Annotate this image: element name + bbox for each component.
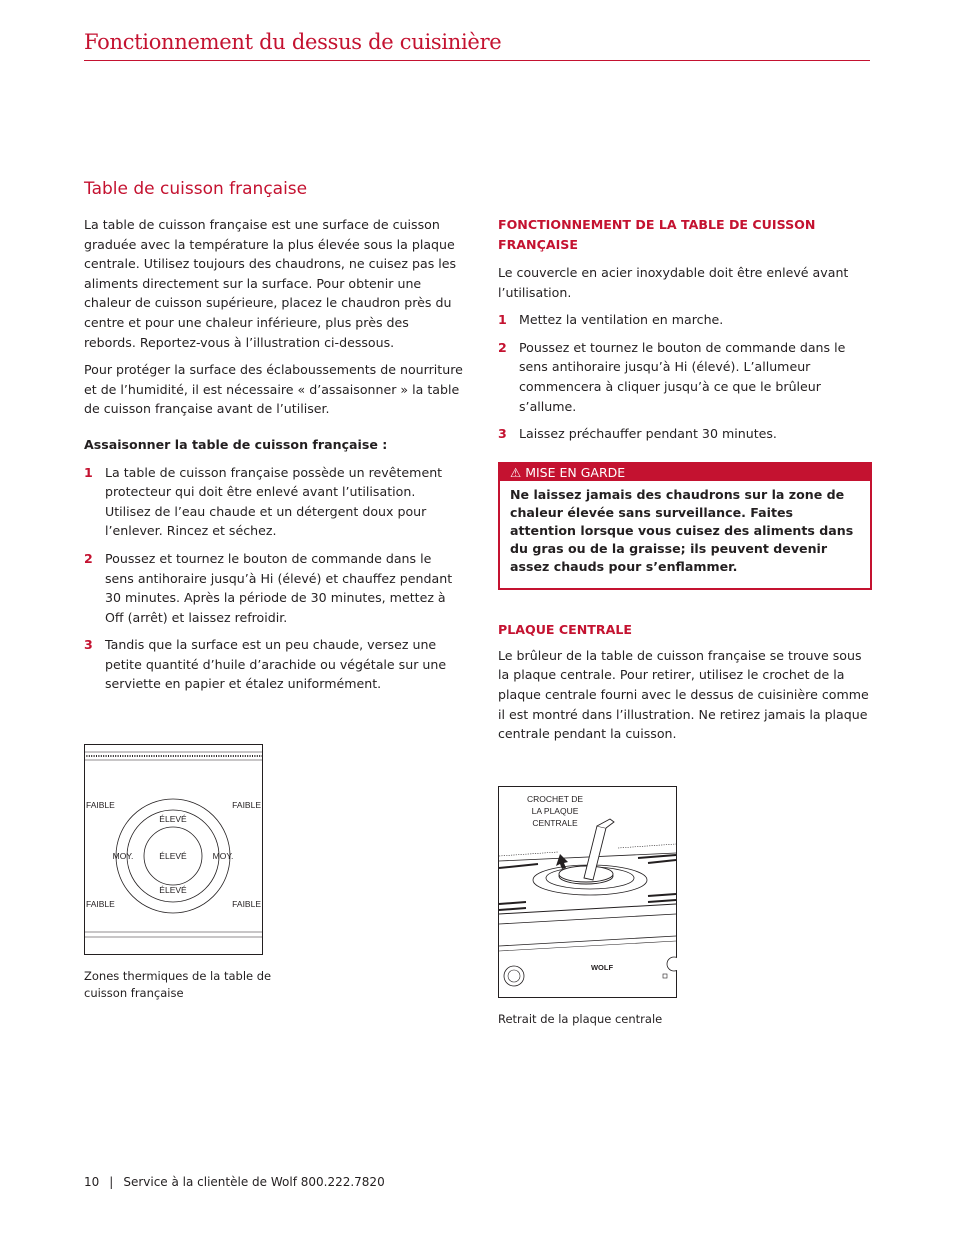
step-text: Poussez et tournez le bouton de commande dans le sens antihoraire jusqu’à Hi (élevé). L’allumeur commencera à cliquer jusqu’à ce que le brûleur s’allume. xyxy=(519,339,846,414)
footer-separator: | xyxy=(109,1175,114,1189)
season-step xyxy=(84,463,464,541)
step-text: Tandis que la surface est un peu chaude, versez une petite quantité d’huile d’arachide ou végétale sur une serviette en papier et étalez uniformément. xyxy=(105,637,447,692)
zone-label-high: ÉLEVÉ xyxy=(159,814,187,824)
zone-label-low: FAIBLE xyxy=(232,899,261,909)
page-footer xyxy=(84,1175,385,1189)
season-steps xyxy=(84,463,464,695)
left-column xyxy=(84,215,464,702)
protect-paragraph: Pour protéger la surface des éclaboussements de nourriture et de l’humidité, il est nécessaire « d’assaisonner » la table de cuisson française avant de l’utiliser. xyxy=(84,362,463,417)
step-number: 3 xyxy=(84,637,93,653)
section-title: Table de cuisson française xyxy=(84,179,308,199)
knob-icon xyxy=(504,966,524,986)
plate-removal-caption: Retrait de la plaque centrale xyxy=(498,1012,663,1026)
season-heading: Assaisonner la table de cuisson française : xyxy=(84,436,388,452)
step-number: 1 xyxy=(498,312,507,328)
operation-intro: Le couvercle en acier inoxydable doit être enlevé avant l’utilisation. xyxy=(498,265,849,300)
page-number: 10 xyxy=(84,1175,100,1189)
hook-callout-line: LA PLAQUE xyxy=(531,806,579,816)
plate-paragraph: Le brûleur de la table de cuisson française se trouve sous la plaque centrale. Pour retirer, utilisez le crochet de la plaque centrale fourni avec le dessus de cuisinière comme il est montré dans l’illustration. Ne retirez jamais la plaque centrale pendant la cuisson. xyxy=(498,647,869,742)
title-divider xyxy=(84,60,870,61)
operation-step xyxy=(498,310,872,330)
season-step xyxy=(84,635,464,694)
operation-steps xyxy=(498,310,872,444)
heat-zones-figure xyxy=(84,744,263,955)
zone-label-high: ÉLEVÉ xyxy=(159,885,187,895)
zone-label-medium: MOY. xyxy=(112,851,134,861)
step-number: 1 xyxy=(84,464,93,480)
warning-triangle-icon: ⚠ xyxy=(510,464,522,480)
step-text: La table de cuisson française possède un revêtement protecteur qui doit être enlevé avant l’utilisation. Utilisez de l’eau chaude et un détergent doux pour l’enlever. Rincez et séchez. xyxy=(105,464,443,539)
season-step xyxy=(84,549,464,627)
knob-icon xyxy=(667,957,677,971)
step-text: Poussez et tournez le bouton de commande dans le sens antihoraire jusqu’à Hi (élevé) et chauffez pendant 30 minutes. Après la période de 30 minutes, mettez à Off (arrêt) et laissez refroidir. xyxy=(105,550,453,625)
warning-text: Ne laissez jamais des chaudrons sur la zone de chaleur élevée sans surveillance. Faites attention lorsque vous cuisez des aliments dans du gras ou de la graisse; ils peuvent devenir assez chauds pour s’enflammer. xyxy=(510,486,854,574)
footer-service: Service à la clientèle de Wolf 800.222.7820 xyxy=(123,1175,385,1189)
operation-step xyxy=(498,424,872,444)
page-title: Fonctionnement du dessus de cuisinière xyxy=(84,30,502,54)
zone-label-low: FAIBLE xyxy=(86,800,115,810)
right-column xyxy=(498,215,872,752)
warning-header xyxy=(500,464,870,481)
step-number: 2 xyxy=(84,550,93,566)
warning-box xyxy=(498,462,872,590)
step-text: Mettez la ventilation en marche. xyxy=(519,312,724,328)
warning-label: MISE EN GARDE xyxy=(525,464,626,480)
plate-heading: PLAQUE CENTRALE xyxy=(498,621,632,637)
zone-label-high: ÉLEVÉ xyxy=(159,851,187,861)
zone-label-low: FAIBLE xyxy=(86,899,115,909)
step-number: 2 xyxy=(498,339,507,355)
hook-callout-line: CENTRALE xyxy=(532,818,578,828)
step-text: Laissez préchauffer pendant 30 minutes. xyxy=(519,426,777,442)
hook-callout-line: CROCHET DE xyxy=(526,794,584,804)
step-number: 3 xyxy=(498,426,507,442)
brand-logo: WOLF xyxy=(590,963,614,972)
operation-heading: FONCTIONNEMENT DE LA TABLE DE CUISSON FRANÇAISE xyxy=(498,217,816,252)
plate-removal-figure xyxy=(498,786,677,998)
zone-label-medium: MOY. xyxy=(212,851,234,861)
intro-paragraph: La table de cuisson française est une surface de cuisson graduée avec la température la plus élevée sous la plaque centrale. Utilisez toujours des chaudrons, ne cuisez pas les aliments directement sur la surface. Pour obtenir une chaleur de cuisson supérieure, placez le chaudron près du centre et pour une chaleur inférieure, plus près des rebords. Reportez-vous à l’illustration ci-dessous. xyxy=(84,217,457,350)
operation-step xyxy=(498,338,872,416)
heat-zones-caption: Zones thermiques de la table de cuisson française xyxy=(84,969,272,1000)
zone-label-low: FAIBLE xyxy=(232,800,261,810)
